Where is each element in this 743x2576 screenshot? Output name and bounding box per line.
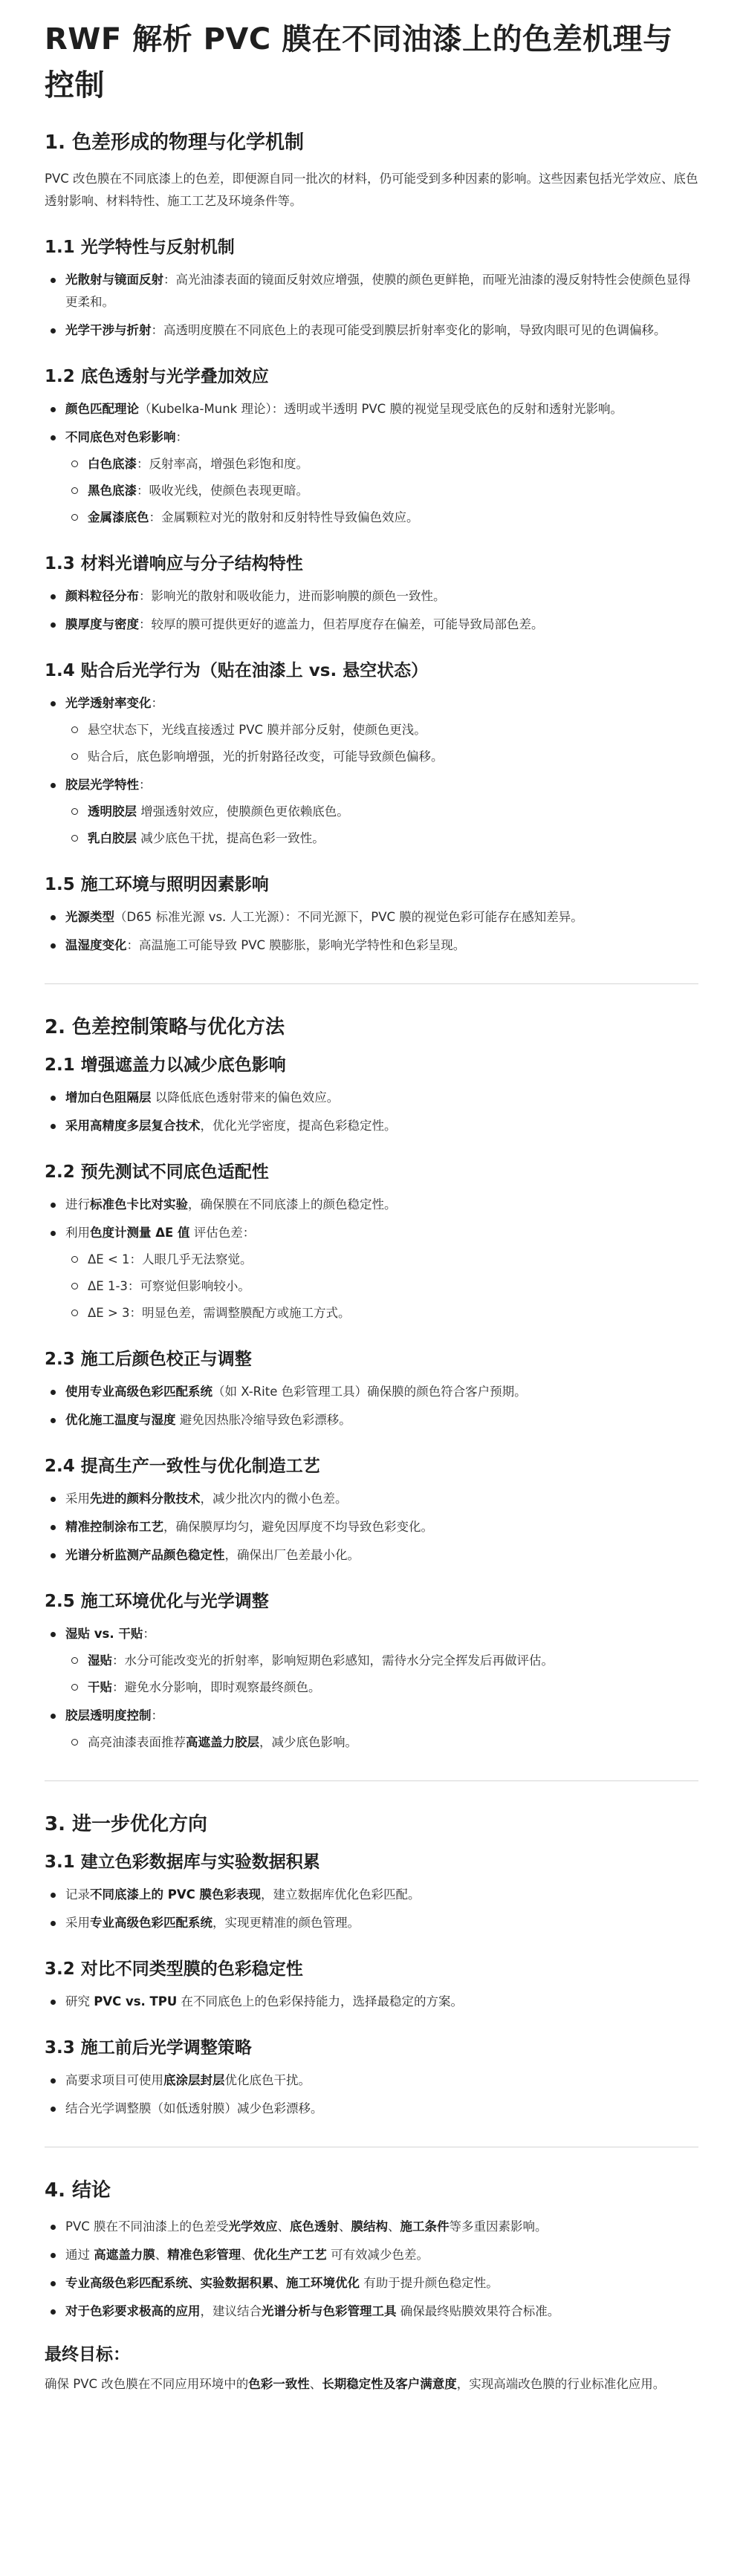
section-1-2-heading: 1.2 底色透射与光学叠加效应: [45, 367, 269, 386]
section-3-2-heading: 3.2 对比不同类型膜的色彩稳定性: [45, 1959, 303, 1979]
section-1-heading: 1. 色差形成的物理与化学机制: [45, 131, 305, 154]
list-item: 胶层光学特性： 透明胶层 增强透射效应，使膜颜色更依赖底色。 乳白胶层 减少底色干扰，提高色彩一致性。: [45, 774, 698, 850]
nested-list-item: 金属漆底色：金属颗粒对光的散射和反射特性导致偏色效应。: [65, 507, 698, 529]
list-item: 高要求项目可使用底涂层封层优化底色干扰。: [45, 2069, 698, 2092]
list-item: 膜厚度与密度：较厚的膜可提供更好的遮盖力，但若厚度存在偏差，可能导致局部色差。: [45, 614, 698, 636]
nested-list-item: 湿贴：水分可能改变光的折射率，影响短期色彩感知，需待水分完全挥发后再做评估。: [65, 1650, 698, 1672]
final-goal-heading: 最终目标：: [45, 2345, 130, 2364]
nested-list-item: 乳白胶层 减少底色干扰，提高色彩一致性。: [65, 827, 698, 850]
list-item: 湿贴 vs. 干贴： 湿贴：水分可能改变光的折射率，影响短期色彩感知，需待水分完全挥发后再做评估。 干贴：避免水分影响，即时观察最终颜色。: [45, 1623, 698, 1699]
nested-list-item: 透明胶层 增强透射效应，使膜颜色更依赖底色。: [65, 801, 698, 823]
nested-list-item: ΔE 1-3：可察觉但影响较小。: [65, 1275, 698, 1298]
list-item: 不同底色对色彩影响： 白色底漆：反射率高，增强色彩饱和度。 黑色底漆：吸收光线，使颜色表现更暗。 金属漆底色：金属颗粒对光的散射和反射特性导致偏色效应。: [45, 426, 698, 529]
section-3-1-list: [45, 1884, 698, 1934]
nested-list: [65, 453, 698, 529]
section-1-1-list: [45, 269, 698, 342]
list-item: 利用色度计测量 ΔE 值 评估色差： ΔE < 1：人眼几乎无法察觉。 ΔE 1-3：可察觉但影响较小。 ΔE > 3：明显色差，需调整膜配方或施工方式。: [45, 1222, 698, 1324]
section-3-3-list: [45, 2069, 698, 2120]
list-item: 温湿度变化：高温施工可能导致 PVC 膜膨胀，影响光学特性和色彩呈现。: [45, 934, 698, 957]
document-title: RWF 解析 PVC 膜在不同油漆上的色差机理与控制: [45, 22, 673, 103]
list-item: 进行标准色卡比对实验，确保膜在不同底漆上的颜色稳定性。: [45, 1194, 698, 1216]
section-2-5-heading: 2.5 施工环境优化与光学调整: [45, 1592, 269, 1611]
section-1-3-heading: 1.3 材料光谱响应与分子结构特性: [45, 554, 303, 573]
list-item: 研究 PVC vs. TPU 在不同底色上的色彩保持能力，选择最稳定的方案。: [45, 1991, 698, 2013]
section-1-intro: PVC 改色膜在不同底漆上的色差，即便源自同一批次的材料，仍可能受到多种因素的影响。这些因素包括光学效应、底色透射影响、材料特性、施工工艺及环境条件等。: [45, 172, 698, 208]
nested-list: [65, 801, 698, 850]
nested-list: [65, 719, 698, 768]
section-divider: [45, 1780, 698, 1781]
list-item: 通过 高遮盖力膜、精准色彩管理、优化生产工艺 可有效减少色差。: [45, 2244, 698, 2266]
section-2-1-list: [45, 1087, 698, 1137]
section-4-list: [45, 2216, 698, 2323]
section-3-2-list: [45, 1991, 698, 2013]
section-1-5-heading: 1.5 施工环境与照明因素影响: [45, 875, 269, 894]
section-3-3-heading: 3.3 施工前后光学调整策略: [45, 2038, 252, 2058]
nested-list: [65, 1249, 698, 1324]
list-item: 采用高精度多层复合技术，优化光学密度，提高色彩稳定性。: [45, 1115, 698, 1137]
section-2-1-heading: 2.1 增强遮盖力以减少底色影响: [45, 1056, 286, 1075]
section-4-heading: 4. 结论: [45, 2179, 111, 2202]
section-1-4-list: [45, 692, 698, 850]
section-divider: [45, 983, 698, 984]
nested-list: [65, 1731, 698, 1754]
list-item: 采用先进的颜料分散技术，减少批次内的微小色差。: [45, 1488, 698, 1510]
nested-list-item: 黑色底漆：吸收光线，使颜色表现更暗。: [65, 480, 698, 502]
list-item: 对于色彩要求极高的应用，建议结合光谱分析与色彩管理工具 确保最终贴膜效果符合标准。: [45, 2300, 698, 2323]
section-2-3-list: [45, 1381, 698, 1431]
section-1-1-heading: 1.1 光学特性与反射机制: [45, 238, 235, 257]
list-item: 优化施工温度与湿度 避免因热胀冷缩导致色彩漂移。: [45, 1409, 698, 1431]
list-item: 光谱分析监测产品颜色稳定性，确保出厂色差最小化。: [45, 1544, 698, 1567]
section-1-4-heading: 1.4 贴合后光学行为（贴在油漆上 vs. 悬空状态）: [45, 661, 429, 680]
nested-list-item: ΔE < 1：人眼几乎无法察觉。: [65, 1249, 698, 1271]
list-item: 使用专业高级色彩匹配系统（如 X-Rite 色彩管理工具）确保膜的颜色符合客户预期。: [45, 1381, 698, 1403]
section-2-2-heading: 2.2 预先测试不同底色适配性: [45, 1162, 269, 1182]
section-3-1-heading: 3.1 建立色彩数据库与实验数据积累: [45, 1853, 320, 1872]
nested-list-item: 白色底漆：反射率高，增强色彩饱和度。: [65, 453, 698, 475]
nested-list: [65, 1650, 698, 1699]
list-item: 采用专业高级色彩匹配系统，实现更精准的颜色管理。: [45, 1912, 698, 1934]
final-goal-text: 确保 PVC 改色膜在不同应用环境中的色彩一致性、长期稳定性及客户满意度，实现高端改色膜的行业标准化应用。: [45, 2377, 666, 2391]
section-1-2-list: [45, 398, 698, 529]
nested-list-item: 悬空状态下，光线直接透过 PVC 膜并部分反射，使颜色更浅。: [65, 719, 698, 741]
section-2-3-heading: 2.3 施工后颜色校正与调整: [45, 1350, 252, 1369]
list-item: 增加白色阻隔层 以降低底色透射带来的偏色效应。: [45, 1087, 698, 1109]
nested-list-item: 高亮油漆表面推荐高遮盖力胶层，减少底色影响。: [65, 1731, 698, 1754]
list-item: 光学干涉与折射：高透明度膜在不同底色上的表现可能受到膜层折射率变化的影响，导致肉眼可见的色调偏移。: [45, 319, 698, 342]
list-item: 光散射与镜面反射：高光油漆表面的镜面反射效应增强，使膜的颜色更鲜艳，而哑光油漆的漫反射特性会使颜色显得更柔和。: [45, 269, 698, 313]
section-3-heading: 3. 进一步优化方向: [45, 1813, 208, 1835]
list-item: PVC 膜在不同油漆上的色差受光学效应、底色透射、膜结构、施工条件等多重因素影响。: [45, 2216, 698, 2238]
nested-list-item: ΔE > 3：明显色差，需调整膜配方或施工方式。: [65, 1302, 698, 1324]
section-1-5-list: [45, 906, 698, 957]
section-1-3-list: [45, 585, 698, 636]
nested-list-item: 干贴：避免水分影响，即时观察最终颜色。: [65, 1676, 698, 1699]
list-item: 光源类型（D65 标准光源 vs. 人工光源）：不同光源下，PVC 膜的视觉色彩可能存在感知差异。: [45, 906, 698, 928]
list-item: 记录不同底漆上的 PVC 膜色彩表现，建立数据库优化色彩匹配。: [45, 1884, 698, 1906]
list-item: 专业高级色彩匹配系统、实验数据积累、施工环境优化 有助于提升颜色稳定性。: [45, 2272, 698, 2294]
list-item: 颜料粒径分布：影响光的散射和吸收能力，进而影响膜的颜色一致性。: [45, 585, 698, 608]
list-item: 精准控制涂布工艺，确保膜厚均匀，避免因厚度不均导致色彩变化。: [45, 1516, 698, 1538]
section-2-2-list: [45, 1194, 698, 1324]
section-2-5-list: [45, 1623, 698, 1754]
nested-list-item: 贴合后，底色影响增强，光的折射路径改变，可能导致颜色偏移。: [65, 746, 698, 768]
section-2-4-heading: 2.4 提高生产一致性与优化制造工艺: [45, 1457, 320, 1476]
list-item: 光学透射率变化： 悬空状态下，光线直接透过 PVC 膜并部分反射，使颜色更浅。 贴合后，底色影响增强，光的折射路径改变，可能导致颜色偏移。: [45, 692, 698, 768]
list-item: 颜色匹配理论（Kubelka-Munk 理论）：透明或半透明 PVC 膜的视觉呈现受底色的反射和透射光影响。: [45, 398, 698, 420]
section-2-4-list: [45, 1488, 698, 1567]
list-item: 结合光学调整膜（如低透射膜）减少色彩漂移。: [45, 2098, 698, 2120]
section-2-heading: 2. 色差控制策略与优化方法: [45, 1016, 285, 1038]
list-item: 胶层透明度控制： 高亮油漆表面推荐高遮盖力胶层，减少底色影响。: [45, 1705, 698, 1754]
